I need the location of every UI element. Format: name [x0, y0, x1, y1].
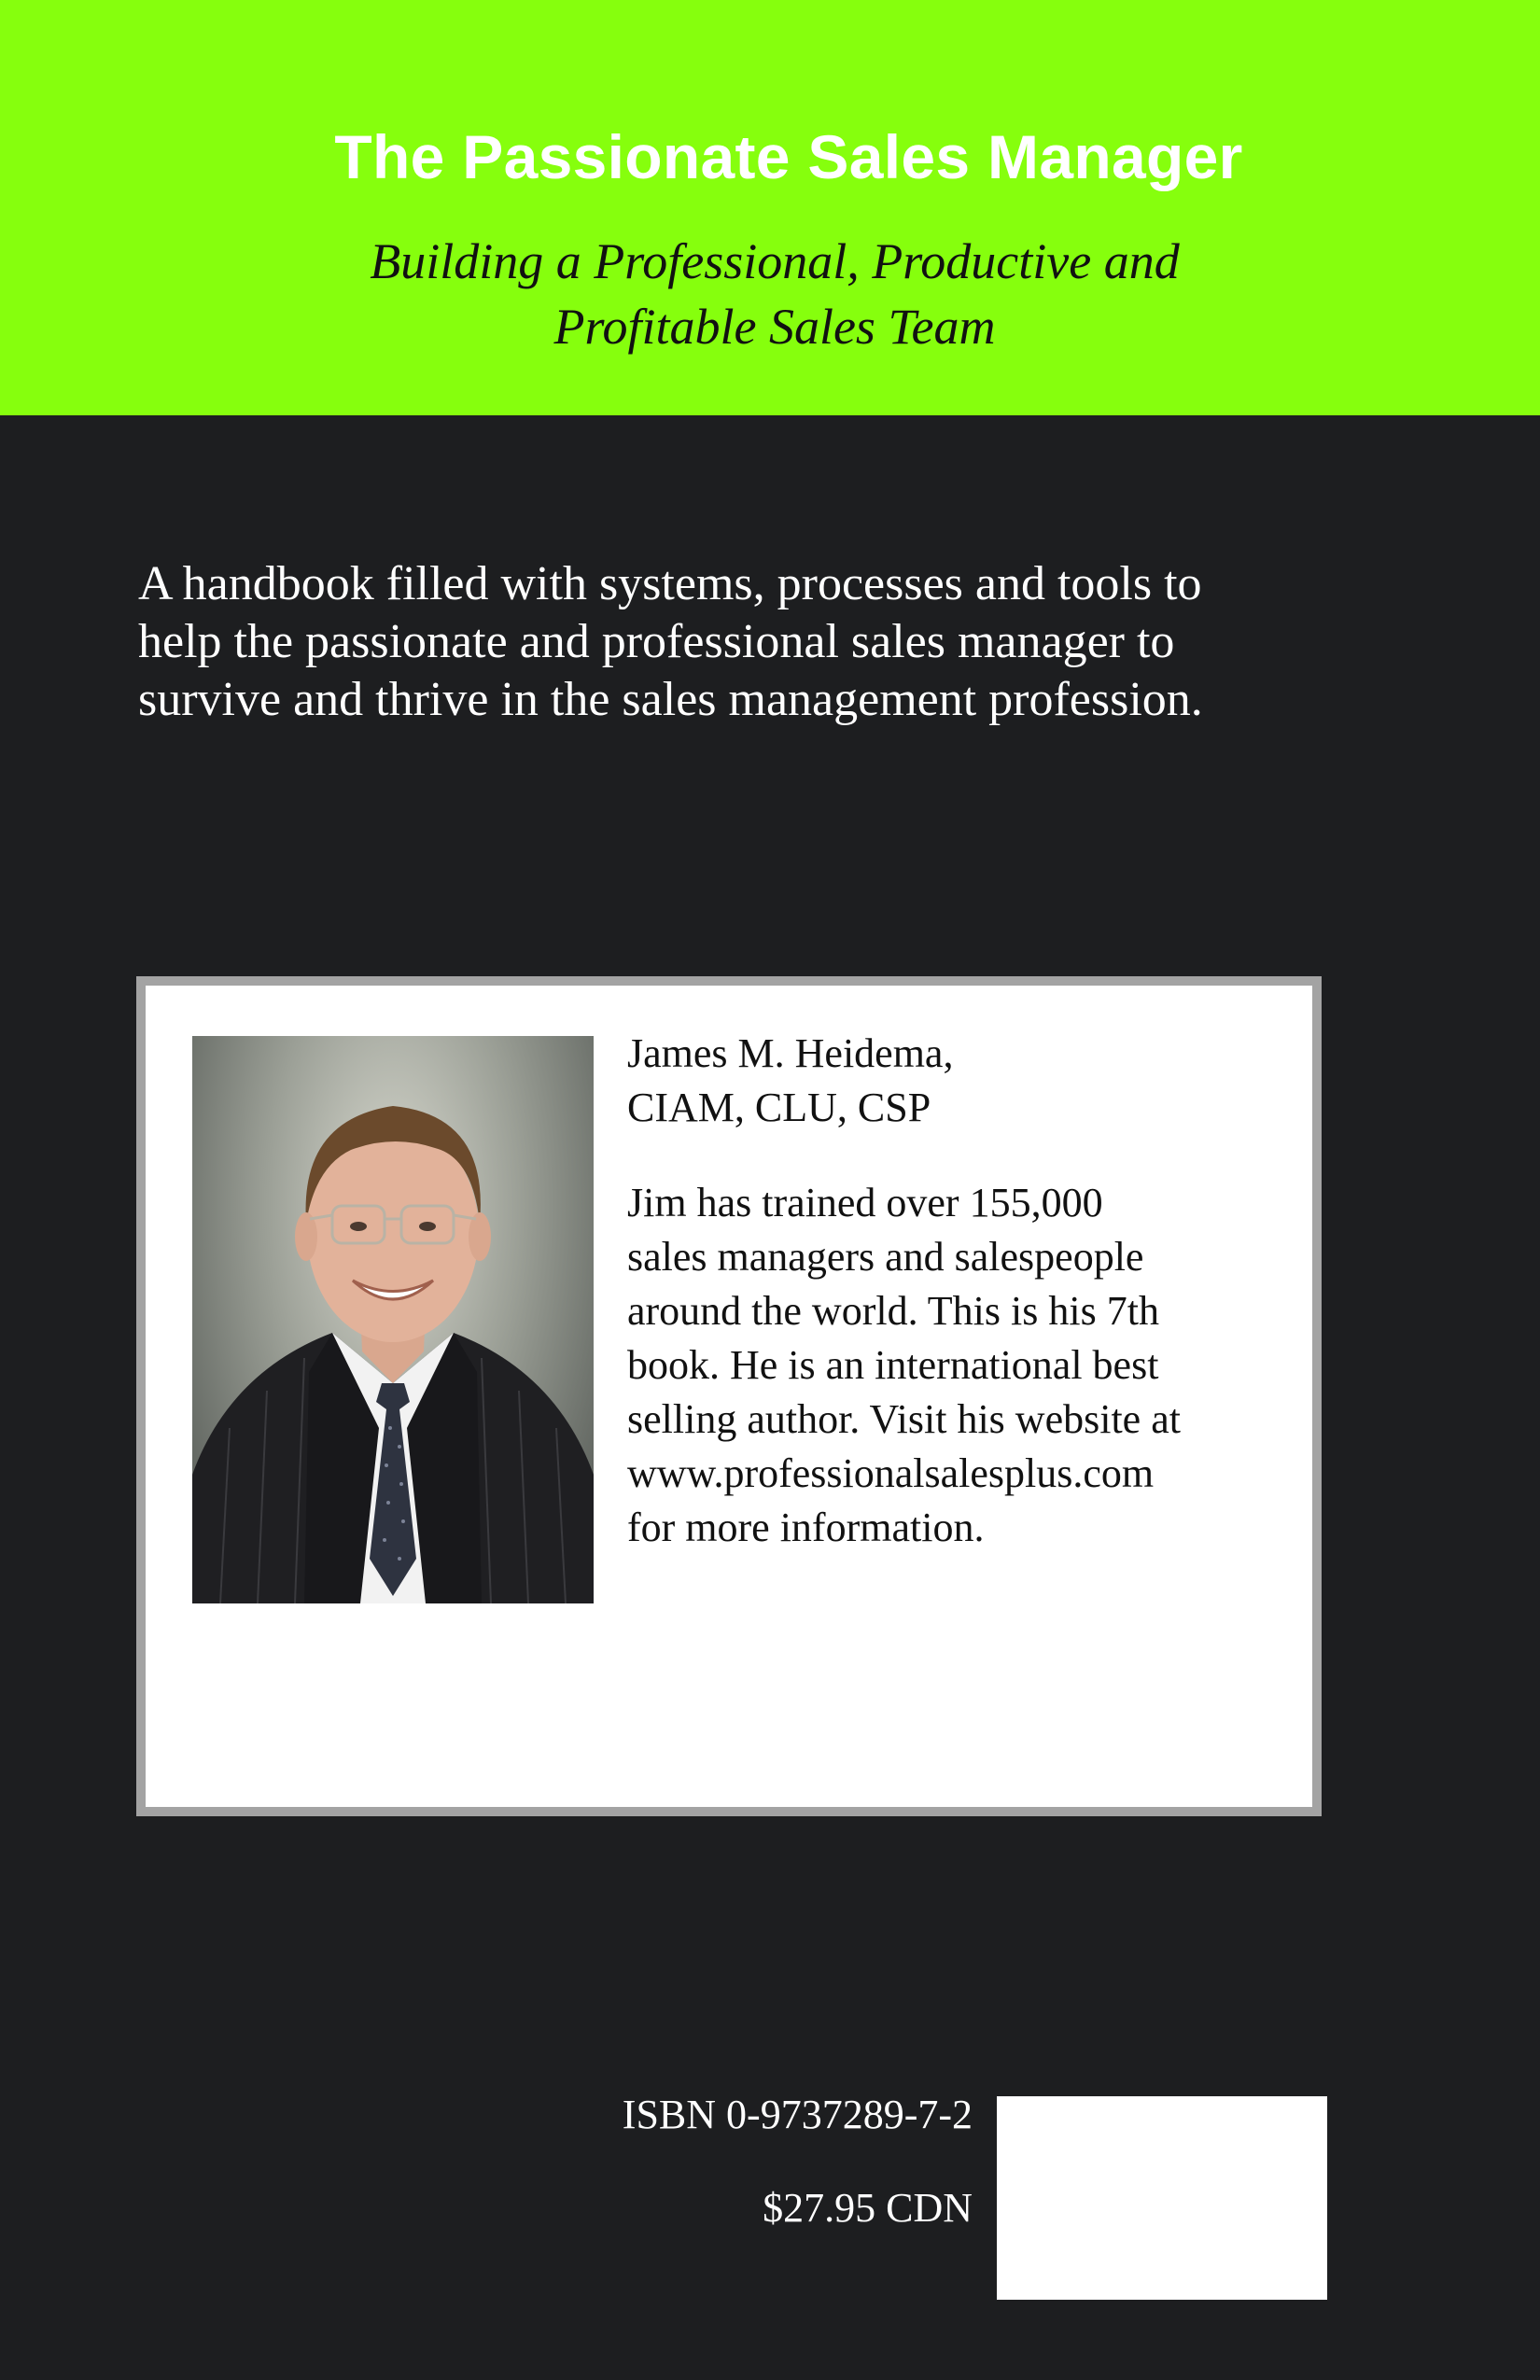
bio-line: sales managers and salespeople [627, 1234, 1144, 1280]
bio-line: Jim has trained over 155,000 [627, 1180, 1103, 1225]
bio-line: for more information. [627, 1505, 985, 1550]
isbn: ISBN 0-9737289-7-2 [622, 2092, 973, 2137]
title-band [0, 0, 1540, 415]
bio-line: around the world. This is his 7th [627, 1288, 1159, 1334]
blurb-line: survive and thrive in the sales management profession. [138, 673, 1203, 726]
price: $27.95 CDN [763, 2185, 973, 2231]
book-subtitle [308, 229, 1241, 359]
author-box [136, 976, 1322, 1816]
barcode-area [997, 2096, 1327, 2300]
blurb-line: A handbook filled with systems, processes and tools to [138, 557, 1202, 610]
bio-line: selling author. Visit his website at [627, 1396, 1181, 1442]
author-name-line: James M. Heidema, [627, 1030, 954, 1076]
author-portrait-illustration [192, 1036, 594, 1603]
blurb-line: help the passionate and professional sales manager to [138, 615, 1175, 668]
book-blurb [138, 555, 1314, 729]
subtitle-line: Building a Professional, Productive and [370, 233, 1180, 289]
subtitle-line: Profitable Sales Team [553, 299, 996, 355]
author-credentials: CIAM, CLU, CSP [627, 1085, 931, 1130]
author-name [627, 1027, 1281, 1135]
author-photo [192, 1036, 594, 1603]
bio-line: book. He is an international best [627, 1342, 1159, 1388]
book-title: The Passionate Sales Manager [334, 122, 1243, 191]
author-bio [627, 1176, 1281, 1555]
bio-line: www.professionalsalesplus.com [627, 1450, 1155, 1496]
